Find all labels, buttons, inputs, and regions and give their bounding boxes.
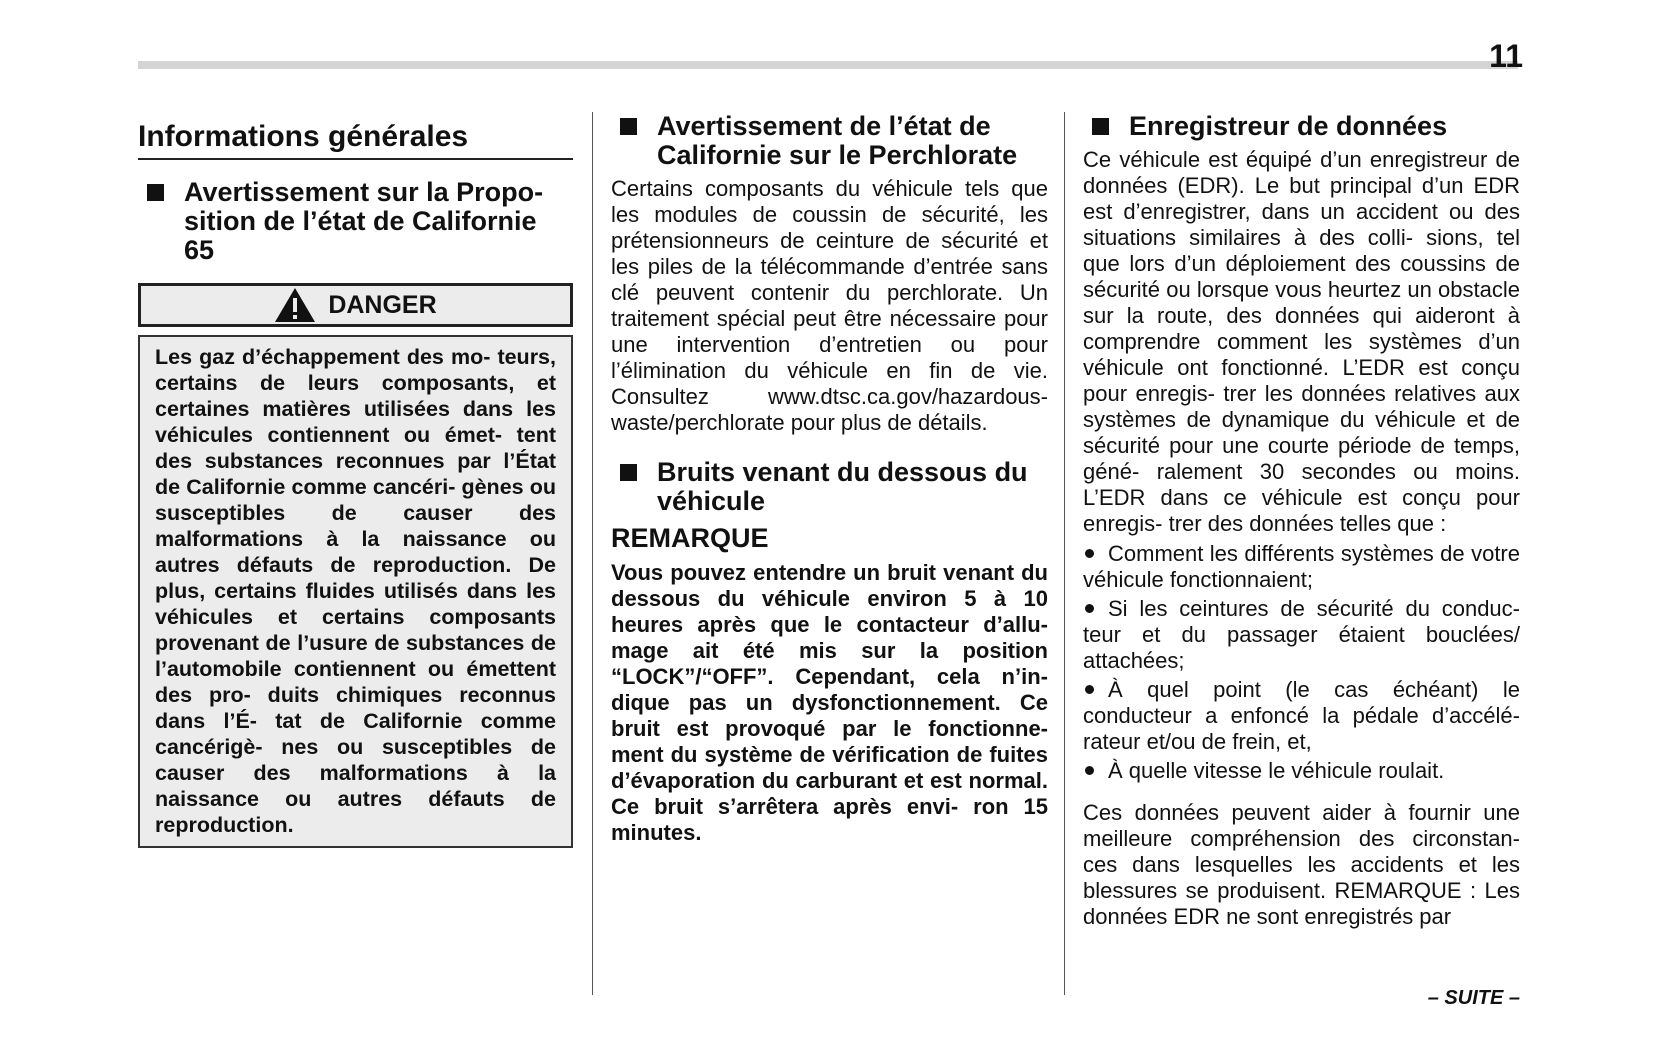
column-1 [138, 112, 573, 848]
remarque-paragraph: Vous pouvez entendre un bruit venant du dessous du véhicule environ 5 à 10 heures après que le contacteur d’allu- mage ait été mis sur la position “LOCK”/“OFF”. Cependant, cela n’in- dique pas un dysfonctionnement. Ce bruit est provoqué par le fonctionne- ment du système de vérification de fuites d’évaporation du carburant et est normal. Ce bruit s’arrêtera après envi- ron 15 minutes. [611, 560, 1048, 845]
heading-text: Avertissement sur la Propo- sition de l’état de Californie 65 [184, 177, 544, 265]
list-item: À quel point (le cas échéant) le conducteur a enfoncé la pédale d’accélé- rateur et/ou de frein, et, [1083, 677, 1520, 754]
heading-perchlorate [611, 112, 1048, 170]
column-2 [611, 112, 1048, 846]
heading-prop65 [138, 178, 573, 265]
page-number: 11 [1489, 38, 1523, 74]
danger-text: Les gaz d’échappement des mo- teurs, certains de leurs composants, et certaines matières utilisées dans les véhicules contiennent ou émet- tent des substances reconnues par l’État de Californie comme cancéri- gènes ou susceptibles de causer des malformations à la naissance ou autres défauts de reproduction. De plus, certains fluides utilisés dans les véhicules et certains composants provenant de l’usure de substances de l’automobile contiennent ou émettent des pro- duits chimiques reconnus dans l’É- tat de Californie comme cancérigè- nes ou susceptibles de causer des malformations à la naissance ou autres défauts de reproduction. [138, 335, 573, 848]
bullet-dot-icon [1085, 604, 1094, 613]
edr-bullet-list [1083, 541, 1520, 784]
warning-triangle-icon [274, 287, 316, 323]
bullet-dot-icon [1085, 766, 1094, 775]
remarque-title: REMARQUE [611, 523, 769, 553]
column-divider [592, 112, 593, 995]
square-bullet-icon [620, 464, 637, 481]
continued-label: – SUITE – [1427, 987, 1520, 1009]
square-bullet-icon [1092, 118, 1109, 135]
heading-noise [611, 458, 1048, 516]
bullet-dot-icon [1085, 549, 1094, 558]
edr-paragraph: Ce véhicule est équipé d’un enregistreur de données (EDR). Le but principal d’un EDR est d’enregistrer, dans un accident ou des situations similaires à des colli- sions, tel que lors d’un déploiement des coussins de sécurité ou lorsque vous heurtez un obstacle sur la route, des données qui aideront à comprendre comment les systèmes d’un véhicule ont fonctionné. L’EDR est conçu pour enregis- trer les données relatives aux systèmes de dynamique du véhicule et de sécurité pour une courte période de temps, géné- ralement 30 secondes ou moins. L’EDR dans ce véhicule est conçu pour enregis- trer des données telles que : [1083, 147, 1520, 536]
bullet-dot-icon [1085, 685, 1094, 694]
list-item: Comment les différents systèmes de votre véhicule fonctionnaient; [1083, 541, 1520, 592]
column-divider [1064, 112, 1065, 995]
heading-text: Enregistreur de données [1129, 111, 1448, 141]
danger-label: DANGER [328, 291, 437, 319]
list-item: Si les ceintures de sécurité du conduc- teur et du passager étaient bouclées/ attachées; [1083, 596, 1520, 673]
danger-banner [138, 283, 573, 327]
header-rule [138, 61, 1518, 69]
section-title: Informations générales [138, 120, 573, 160]
column-3 [1083, 112, 1520, 930]
square-bullet-icon [620, 118, 637, 135]
heading-text: Avertissement de l’état de Californie sur le Perchlorate [657, 111, 1018, 170]
edr-paragraph-2: Ces données peuvent aider à fournir une meilleure compréhension des circonstan- ces dans lesquelles les accidents et les blessures se produisent. REMARQUE : Les données EDR ne sont enregistrés par [1083, 800, 1520, 929]
perchlorate-paragraph: Certains composants du véhicule tels que les modules de coussin de sécurité, les prétensionneurs de ceinture de sécurité et les piles de la télécommande d’entrée sans clé peuvent contenir du perchlorate. Un traitement spécial peut être nécessaire pour une intervention d’entretien ou pour l’élimination du véhicule en fin de vie. Consultez www.dtsc.ca.gov/hazardous- waste/perchlorate pour plus de détails. [611, 176, 1048, 435]
heading-text: Bruits venant du dessous du véhicule [657, 457, 1028, 516]
list-item: À quelle vitesse le véhicule roulait. [1083, 758, 1520, 784]
heading-edr [1083, 112, 1520, 141]
square-bullet-icon [147, 184, 164, 201]
